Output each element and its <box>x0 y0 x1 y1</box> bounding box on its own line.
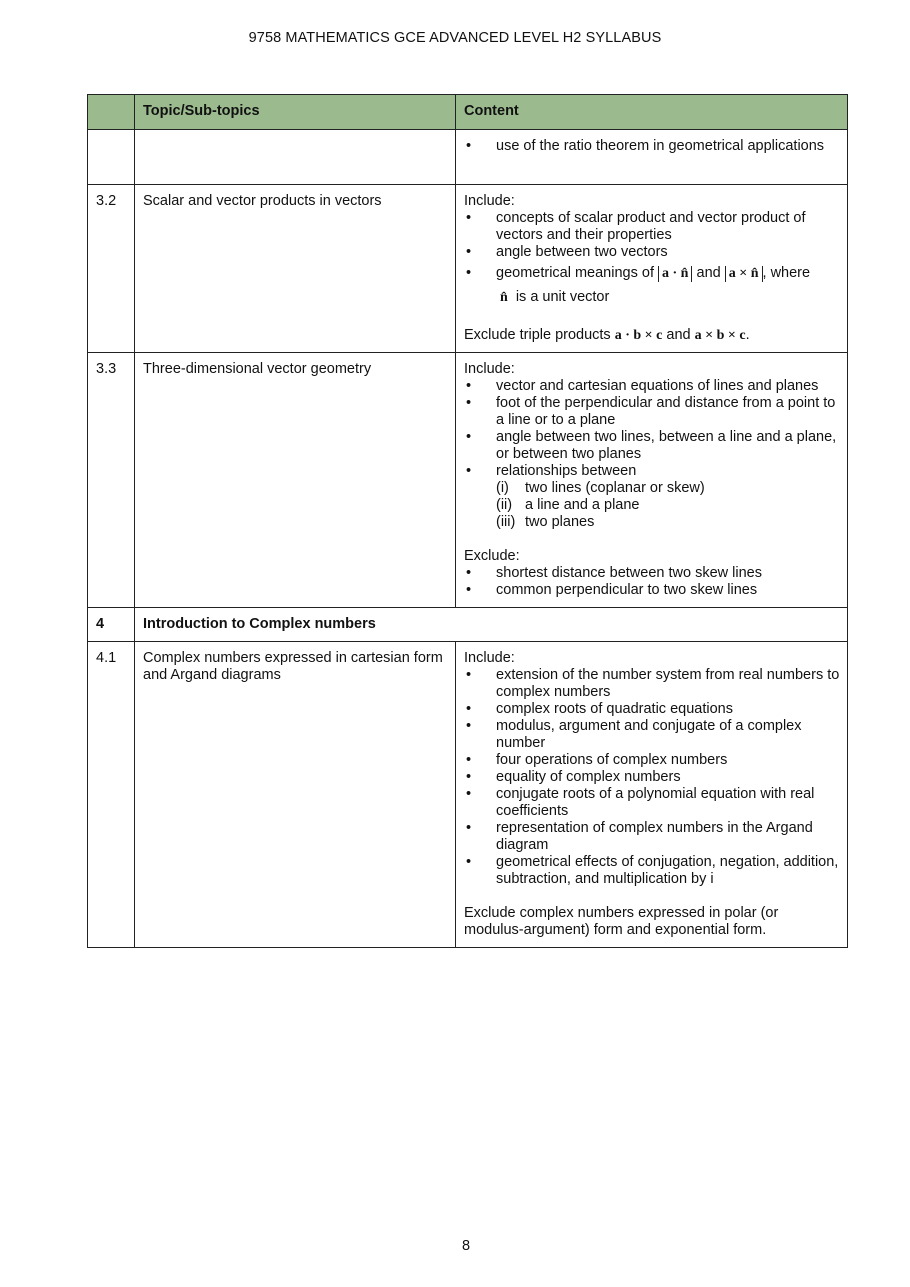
relationships-label: relationships between <box>496 463 637 479</box>
row-content <box>456 353 848 608</box>
content-bullets <box>464 138 840 155</box>
sub-item-text: two planes <box>525 514 595 530</box>
syllabus-table <box>87 94 848 948</box>
row-topic: Scalar and vector products in vectors <box>135 185 456 353</box>
geo-prefix: geometrical meanings of <box>496 265 654 281</box>
content-bullets <box>464 210 840 310</box>
row-number: 3.2 <box>88 185 135 353</box>
exclude-text: Exclude complex numbers expressed in polar (or modulus-argument) form and exponential form. <box>464 905 779 938</box>
content-bullets <box>464 667 840 888</box>
row-content <box>456 130 848 185</box>
table-header-row <box>88 95 848 130</box>
geo-tail: is a unit vector <box>515 289 610 305</box>
unit-vector-symbol: n̂ <box>500 290 508 305</box>
row-number: 3.3 <box>88 353 135 608</box>
list-item: • use of the ratio theorem in geometrical applications <box>464 138 840 155</box>
row-content <box>456 642 848 948</box>
sub-item <box>496 514 840 531</box>
list-item <box>464 261 840 310</box>
table-row <box>88 185 848 353</box>
sub-item-number: (i) <box>496 480 509 496</box>
header-number <box>88 95 135 130</box>
row-content <box>456 185 848 353</box>
list-item: • representation of complex numbers in the Argand diagram <box>464 820 840 854</box>
list-item: • shortest distance between two skew lines <box>464 565 840 582</box>
section-number: 4 <box>88 608 135 642</box>
sub-item-text: a line and a plane <box>525 497 640 513</box>
content-bullets <box>464 378 840 531</box>
list-item: • vector and cartesian equations of lines and planes <box>464 378 840 395</box>
include-label: Include: <box>464 193 515 209</box>
list-item: • complex roots of quadratic equations <box>464 701 840 718</box>
list-item: • angle between two lines, between a line and a plane, or between two planes <box>464 429 840 463</box>
list-item: • extension of the number system from real numbers to complex numbers <box>464 667 840 701</box>
sub-item <box>496 480 840 497</box>
row-topic: Three-dimensional vector geometry <box>135 353 456 608</box>
table-row <box>88 642 848 948</box>
section-title: Introduction to Complex numbers <box>135 608 848 642</box>
header-topic: Topic/Sub-topics <box>135 95 456 130</box>
sub-item-text: two lines (coplanar or skew) <box>525 480 705 496</box>
header-content: Content <box>456 95 848 130</box>
geo-suffix: , where <box>762 265 811 281</box>
exclude-text <box>464 327 840 344</box>
cross-product-expression: a × n̂ <box>725 266 763 282</box>
geo-and: and <box>696 265 721 281</box>
list-item: • geometrical effects of conjugation, negation, addition, subtraction, and multiplication by i <box>464 854 840 888</box>
table-row <box>88 353 848 608</box>
page-number: 8 <box>461 1238 471 1254</box>
list-item <box>464 463 840 531</box>
sub-item <box>496 497 840 514</box>
include-label: Include: <box>464 650 515 666</box>
triple-product-2: a × b × c <box>694 328 746 343</box>
page-header: 9758 MATHEMATICS GCE ADVANCED LEVEL H2 SYLLABUS <box>248 30 662 46</box>
exclude-bullets <box>464 565 840 599</box>
list-item: • common perpendicular to two skew lines <box>464 582 840 599</box>
sub-item-number: (ii) <box>496 497 513 513</box>
row-number: 4.1 <box>88 642 135 948</box>
list-item: • modulus, argument and conjugate of a complex number <box>464 718 840 752</box>
list-item: • conjugate roots of a polynomial equation with real coefficients <box>464 786 840 820</box>
exclude-label: Exclude: <box>464 548 520 564</box>
triple-product-1: a · b × c <box>614 328 663 343</box>
exclude-prefix: Exclude triple products <box>464 327 611 343</box>
exclude-and: and <box>666 327 691 343</box>
exclude-suffix: . <box>745 327 750 343</box>
table-row <box>88 608 848 642</box>
list-item: • concepts of scalar product and vector product of vectors and their properties <box>464 210 840 244</box>
table-row <box>88 130 848 185</box>
sub-item-number: (iii) <box>496 514 516 530</box>
list-item: • angle between two vectors <box>464 244 840 261</box>
list-item: • foot of the perpendicular and distance from a point to a line or to a plane <box>464 395 840 429</box>
row-topic: Complex numbers expressed in cartesian form and Argand diagrams <box>135 642 456 948</box>
row-topic <box>135 130 456 185</box>
sub-list <box>496 480 840 531</box>
list-item: • four operations of complex numbers <box>464 752 840 769</box>
row-number <box>88 130 135 185</box>
list-item: • equality of complex numbers <box>464 769 840 786</box>
dot-product-expression: a · n̂ <box>658 266 692 282</box>
include-label: Include: <box>464 361 515 377</box>
